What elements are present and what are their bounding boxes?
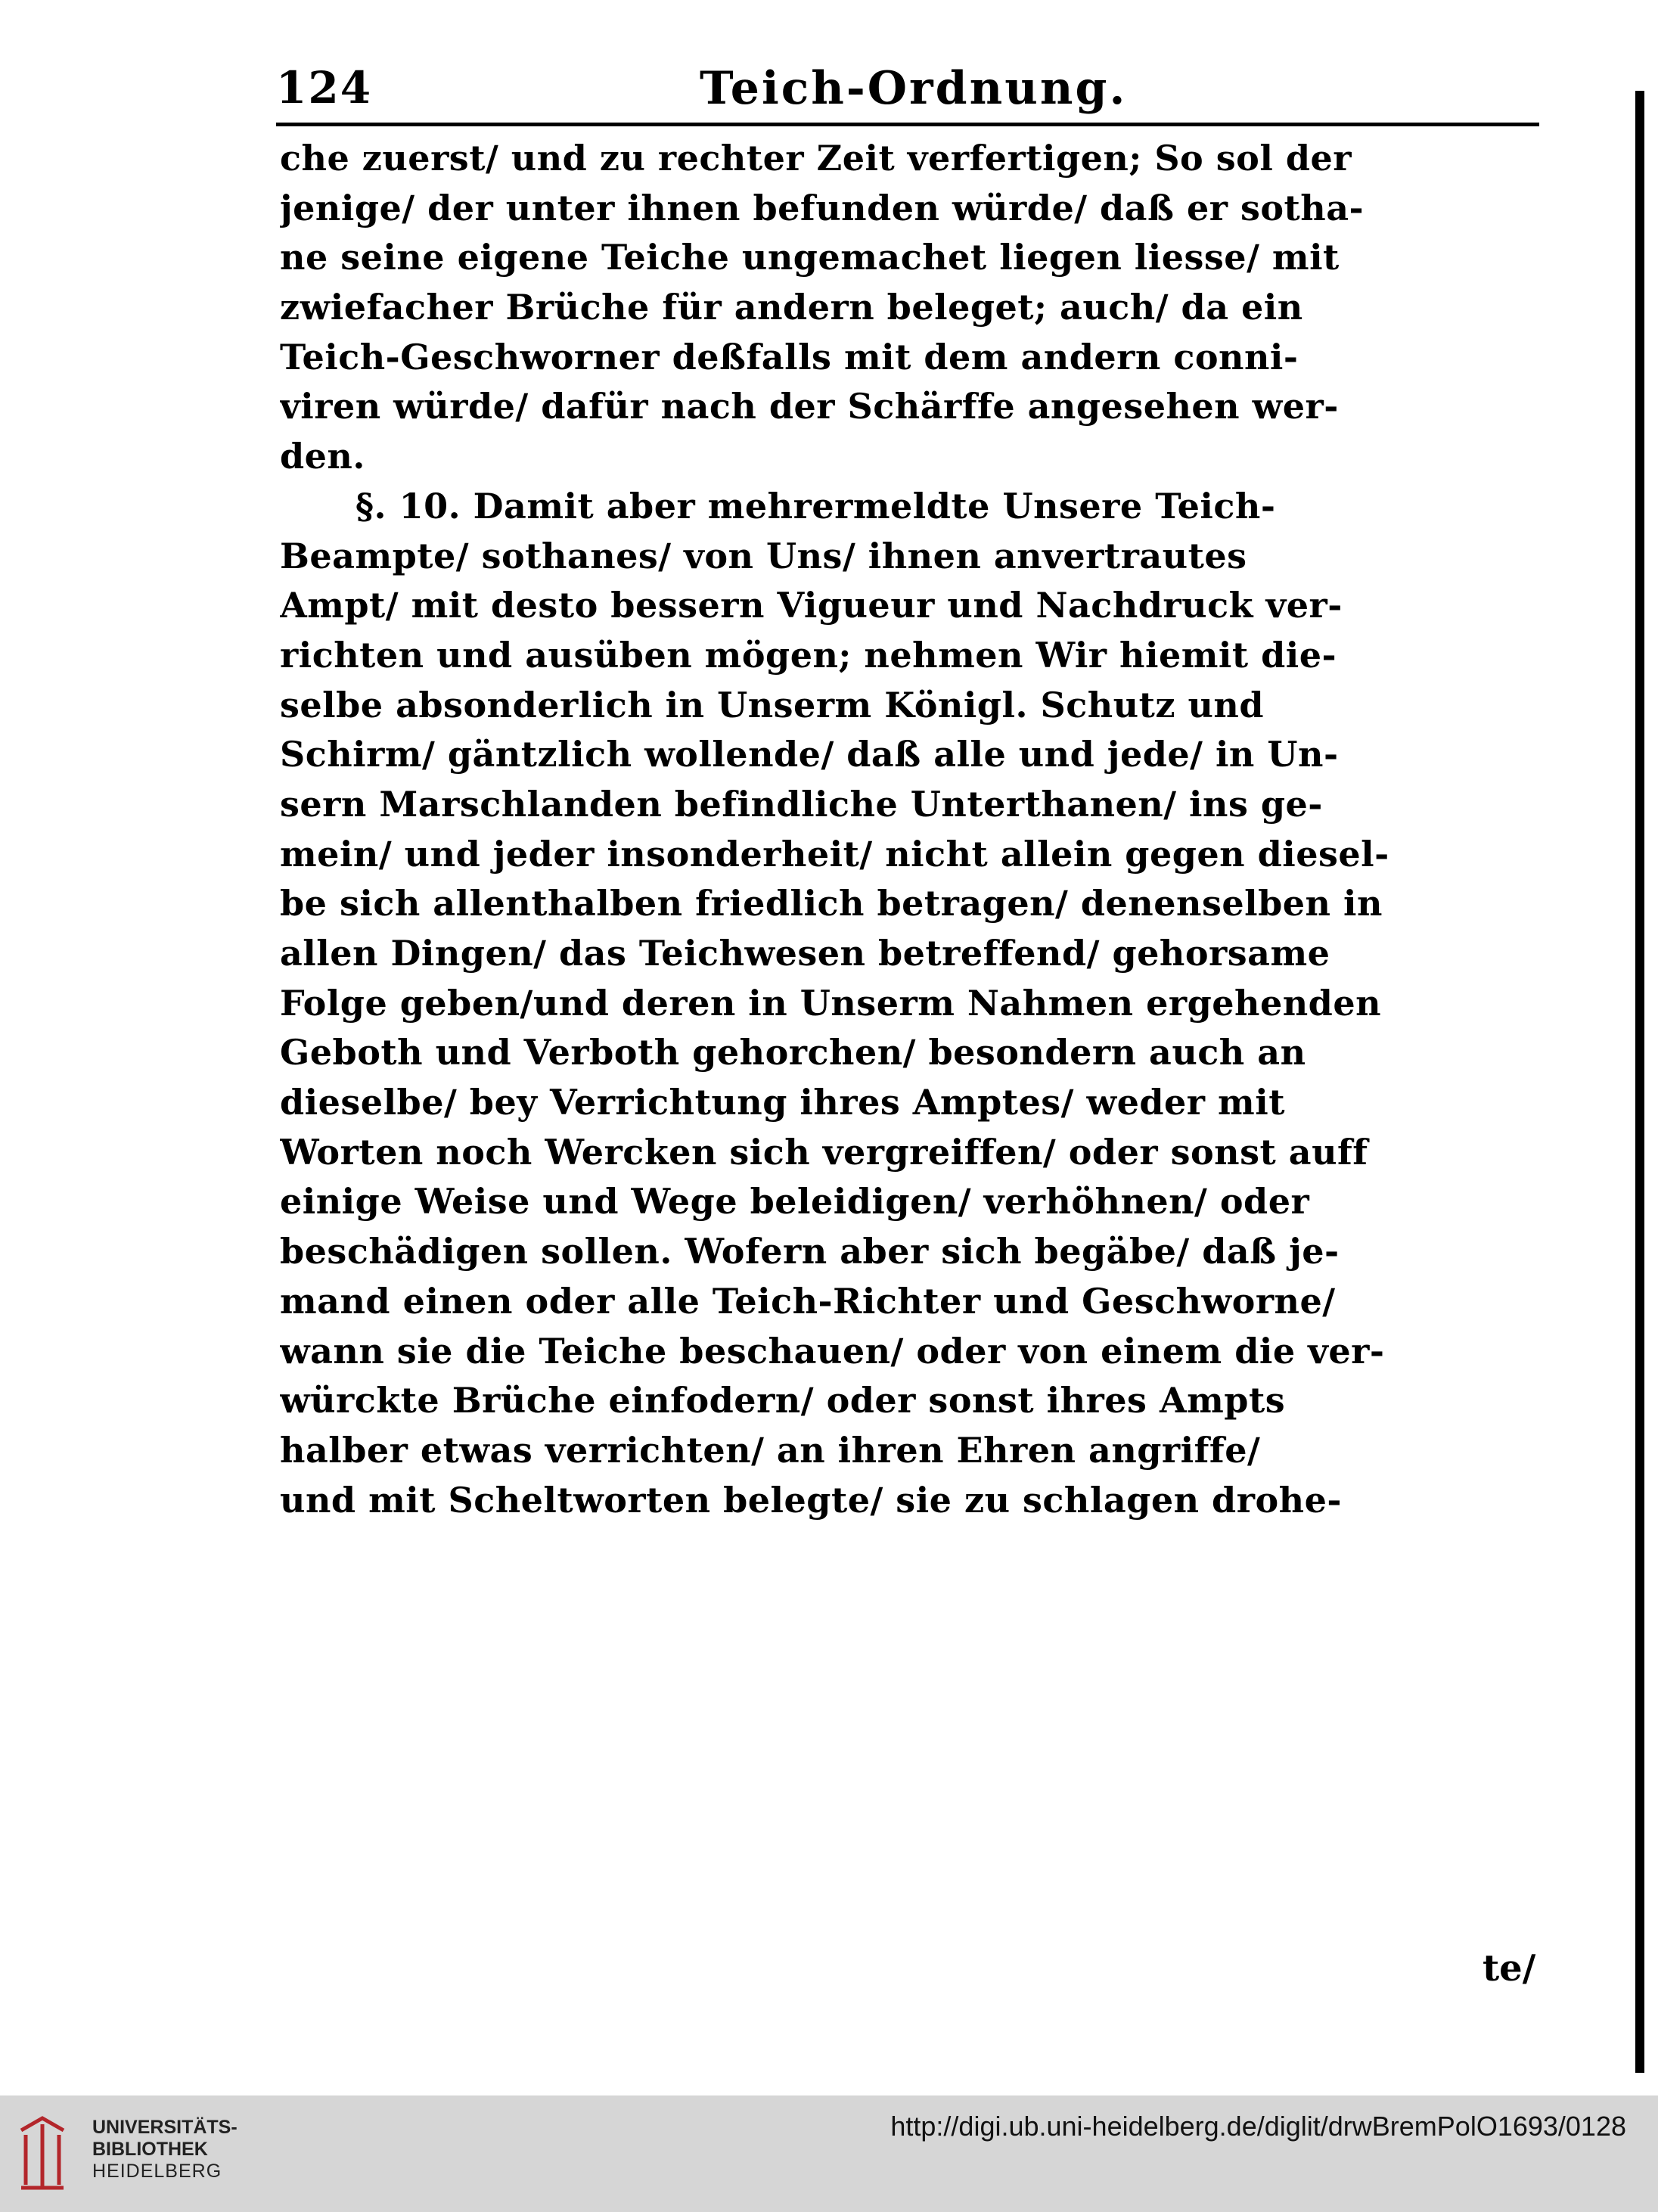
text-line: wann sie die Teiche beschauen/ oder von einem die ver- [280,1330,1385,1372]
catchword: te/ [1483,1947,1536,1990]
text-line: Worten noch Wercken sich vergreiffen/ oder sonst auff [280,1131,1368,1173]
text-line: mand einen oder alle Teich-Richter und Geschworne/ [280,1280,1336,1322]
text-line: sern Marschlanden befindliche Unterthanen/ ins ge- [280,783,1323,825]
page-header [276,62,1539,123]
text-line: und mit Scheltworten belegte/ sie zu schlagen drohe- [280,1479,1342,1521]
text-line: che zuerst/ und zu rechter Zeit verfertigen; So sol der [280,138,1352,179]
source-url-link[interactable]: http://digi.ub.uni-heidelberg.de/diglit/drwBremPolO1693/0128 [890,2111,1626,2142]
text-line: Folge geben/und deren in Unserm Nahmen ergehenden [280,982,1382,1024]
text-line: würckte Brüche einfodern/ oder sonst ihres Ampts [280,1380,1286,1421]
text-line: selbe absonderlich in Unserm Königl. Schutz und [280,684,1265,725]
library-name-line: HEIDELBERG [92,2161,222,2182]
library-name-line: UNIVERSITÄTS- [92,2117,238,2138]
text-line: den. [280,436,365,477]
text-line: dieselbe/ bey Verrichtung ihres Amptes/ weder mit [280,1082,1285,1123]
library-name-line: BIBLIOTHEK [92,2139,208,2160]
text-line: viren würde/ dafür nach der Schärffe angesehen wer- [280,386,1339,427]
text-line: beschädigen sollen. Wofern aber sich begäbe/ daß je- [280,1231,1340,1272]
text-line: Ampt/ mit desto bessern Vigueur und Nachdruck ver- [280,585,1343,626]
text-line: halber etwas verrichten/ an ihren Ehren angriffe/ [280,1429,1261,1471]
text-line: zwiefacher Brüche für andern beleget; auch/ da ein [280,287,1303,328]
header-rule [276,123,1539,126]
text-line: Schirm/ gäntzlich wollende/ daß alle und jede/ in Un- [280,734,1339,775]
footer-bar [0,2095,1658,2212]
text-line: ne seine eigene Teiche ungemachet liegen liesse/ mit [280,237,1340,278]
text-line: be sich allenthalben friedlich betragen/ denenselben in [280,883,1383,924]
page-edge-shadow [1635,91,1644,2073]
text-line: richten und ausüben mögen; nehmen Wir hiemit die- [280,634,1337,676]
body-text [280,138,1551,1529]
text-line: mein/ und jeder insonderheit/ nicht allein gegen diesel- [280,833,1389,875]
text-line: allen Dingen/ das Teichwesen betreffend/ gehorsame [280,933,1330,974]
text-line: jenige/ der unter ihnen befunden würde/ daß er sotha- [280,187,1365,228]
library-name[interactable] [92,2117,238,2182]
library-logo-icon[interactable] [17,2112,68,2195]
page-number: 124 [276,62,373,113]
text-line: Beampte/ sothanes/ von Uns/ ihnen anvertrautes [280,535,1247,576]
section-heading-line: §. 10. Damit aber mehrermeldte Unsere Teich- [356,485,1276,527]
text-line: Geboth und Verboth gehorchen/ besondern auch an [280,1032,1306,1073]
text-line: Teich-Geschworner deßfalls mit dem andern conni- [280,336,1299,377]
running-title: Teich-Ordnung. [700,62,1128,115]
text-line: einige Weise und Wege beleidigen/ verhöhnen/ oder [280,1181,1310,1223]
